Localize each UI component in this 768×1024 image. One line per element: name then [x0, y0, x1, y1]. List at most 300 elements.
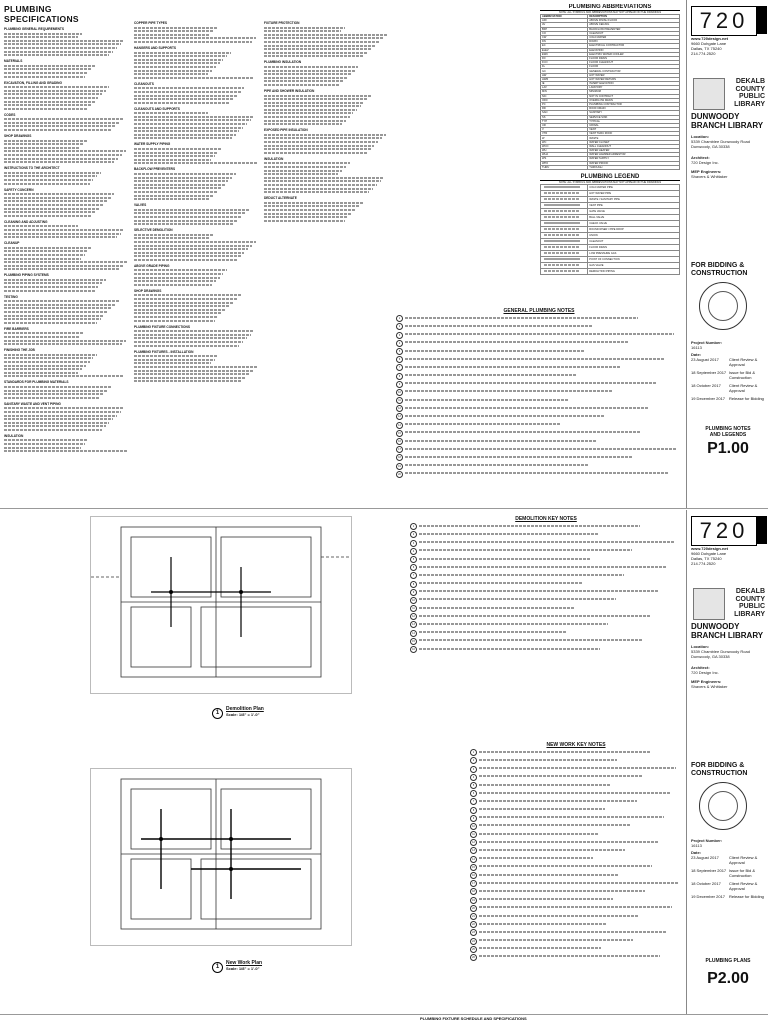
spec-section-heading: PLUMBING FIXTURES - INSTALLATION	[134, 349, 194, 354]
note-text	[405, 332, 682, 337]
note-text	[405, 323, 682, 328]
spec-section-body	[134, 173, 258, 200]
note-text	[479, 798, 682, 803]
revision-date: 18 October 2017	[691, 881, 721, 886]
note-item	[410, 556, 682, 563]
note-item	[396, 356, 682, 363]
note-number: 2	[470, 757, 477, 764]
revision-description: Client Review & Approval	[729, 855, 758, 865]
abbr-description: WATER SUPPLY	[588, 157, 680, 161]
note-number: 1	[410, 523, 417, 530]
legend-description: GAS VALVE	[588, 262, 680, 268]
note-number: 18	[470, 888, 477, 895]
abbr-code: HWR	[541, 77, 588, 81]
firm-address-1: 9660 Dohgate Lane	[691, 41, 727, 46]
note-text	[405, 438, 682, 443]
legend-symbol-icon	[541, 244, 588, 250]
note-number: 14	[470, 856, 477, 863]
title-block	[686, 510, 768, 1014]
note-item	[470, 946, 682, 953]
note-text	[479, 782, 682, 787]
note-number: 14	[410, 630, 417, 637]
bidding-line: FOR BIDDING &	[691, 762, 745, 769]
revision-date: 18 October 2017	[691, 383, 721, 388]
library-line: LIBRARY	[734, 100, 765, 108]
spec-section-body	[134, 148, 258, 164]
abbr-code: PC	[541, 102, 588, 106]
note-number: 5	[410, 556, 417, 563]
note-item	[470, 766, 682, 773]
note-number: 11	[396, 397, 403, 404]
revision-description: Release for Bidding	[729, 894, 764, 899]
spec-section-heading: PIPE AND SHOWER INSULATION	[264, 88, 315, 93]
note-text	[419, 572, 682, 577]
note-number: 26	[470, 954, 477, 961]
note-text	[419, 630, 682, 635]
abbr-description: THROUGH	[588, 165, 680, 169]
branch-line: DUNWOODY	[691, 622, 740, 631]
abbreviations-panel	[540, 4, 680, 304]
note-number: 7	[470, 798, 477, 805]
abbr-code: HW	[541, 73, 588, 77]
note-item	[396, 348, 682, 355]
abbr-description: WATER CLOSET	[588, 140, 680, 144]
revision-description: Client Review & Approval	[729, 383, 758, 393]
legend-symbol-icon	[541, 262, 588, 268]
library-name	[727, 588, 765, 618]
note-item	[410, 597, 682, 604]
location-line: Dunwoody, GA 30338	[691, 654, 730, 659]
legend-description: FLOOR DRAIN	[588, 244, 680, 250]
new-plan-caption	[226, 960, 262, 971]
demo-plan-number: 1	[212, 708, 223, 719]
note-number: 19	[396, 463, 403, 470]
note-text	[479, 913, 682, 918]
note-item	[396, 430, 682, 437]
spec-section-body	[4, 279, 128, 292]
note-number: 16	[410, 646, 417, 653]
library-line: PUBLIC	[738, 93, 765, 100]
note-item	[410, 548, 682, 555]
project-number: 16113	[691, 345, 702, 350]
abbr-description: HOT WATER RETURN	[588, 77, 680, 81]
legend-symbol-icon	[541, 214, 588, 220]
project-number: 16113	[691, 843, 702, 848]
abbr-description: URINAL	[588, 123, 680, 127]
note-item	[470, 921, 682, 928]
location-line: Dunwoody, GA 30338	[691, 144, 730, 149]
note-item	[396, 446, 682, 453]
abbr-code: FL	[541, 65, 588, 69]
note-item	[396, 389, 682, 396]
spec-section-body	[134, 269, 258, 285]
abbr-description: ELECTRICAL CONTRACTOR	[588, 44, 680, 48]
revision-row	[691, 370, 767, 380]
note-number: 7	[410, 572, 417, 579]
new-plan-title: New Work Plan	[226, 960, 263, 966]
note-number: 8	[396, 373, 403, 380]
demolition-notes-panel	[410, 516, 682, 716]
note-item	[470, 897, 682, 904]
library-logo-icon	[693, 78, 725, 110]
note-text	[419, 638, 682, 643]
note-text	[479, 815, 682, 820]
note-text	[419, 531, 682, 536]
note-number: 4	[396, 340, 403, 347]
note-text	[419, 581, 682, 586]
abbr-description: CLEANOUT	[588, 31, 680, 35]
abbr-code: AFF	[541, 19, 588, 23]
sheet-p1	[0, 0, 768, 509]
note-number: 11	[410, 605, 417, 612]
note-item	[470, 815, 682, 822]
abbr-description: WATER PROOF	[588, 161, 680, 165]
note-number: 13	[396, 413, 403, 420]
note-number: 10	[470, 823, 477, 830]
note-item	[410, 531, 682, 538]
legend-symbol-icon	[541, 202, 588, 208]
legend-description: VENT PIPE	[588, 202, 680, 208]
mep-name: Shavers & Whittaker	[691, 684, 728, 689]
spec-section-body	[134, 294, 258, 321]
spec-sections	[134, 21, 258, 382]
architect-label: Architect:	[691, 665, 710, 670]
revision-date: 23 August 2017	[691, 855, 719, 860]
note-text	[419, 589, 682, 594]
note-number: 7	[396, 364, 403, 371]
note-number: 18	[396, 454, 403, 461]
note-number: 19	[470, 897, 477, 904]
spec-section-body	[134, 112, 258, 139]
abbr-code: WS	[541, 157, 588, 161]
abbr-code: ELEV	[541, 48, 588, 52]
note-text	[419, 597, 682, 602]
abbreviations-title: PLUMBING ABBREVIATIONS	[540, 4, 680, 11]
abbr-description: NOT IN CONTRACT	[588, 94, 680, 98]
spec-section-heading: PLUMBING FIXTURE CONNECTIONS	[134, 324, 190, 329]
note-item	[396, 422, 682, 429]
abbr-description: INVERT ELEVATION	[588, 82, 680, 86]
note-text	[405, 364, 682, 369]
spec-column-1	[4, 4, 128, 504]
abbr-code: WPO	[541, 161, 588, 165]
logo-number: 720	[699, 8, 749, 33]
demolition-notes-title: DEMOLITION KEY NOTES	[515, 516, 577, 522]
note-item	[470, 807, 682, 814]
project-number-label: Project Number:	[691, 838, 723, 843]
spec-section-heading: COPPER PIPE TYPES	[134, 21, 167, 25]
sheet-title	[687, 426, 768, 438]
legend-description: GATE VALVE	[588, 208, 680, 214]
note-text	[405, 463, 682, 468]
note-item	[470, 782, 682, 789]
spec-section-heading: BACKFLOW PREVENTERS	[134, 167, 176, 172]
spec-section-heading: INSULATION	[264, 156, 284, 161]
note-item	[470, 774, 682, 781]
spec-title: PLUMBING SPECIFICATIONS	[4, 4, 79, 24]
abbreviations-table	[540, 14, 680, 170]
legend-description: WASTE / SANITARY PIPE	[588, 196, 680, 202]
spec-section-body	[4, 407, 128, 431]
note-text	[479, 921, 682, 926]
abbr-description: ABOVE CEILING	[588, 23, 680, 27]
general-notes-list	[396, 315, 682, 478]
spec-section-heading: SAFETY CONCERN	[4, 187, 34, 192]
spec-section-body	[264, 202, 388, 222]
note-number: 15	[396, 430, 403, 437]
legend-symbol-icon	[541, 238, 588, 244]
note-number: 17	[396, 446, 403, 453]
note-text	[479, 954, 682, 959]
note-number: 2	[410, 531, 417, 538]
abbr-code: CO	[541, 31, 588, 35]
sheet-title-line: PLUMBING NOTES	[705, 426, 751, 432]
spec-section-heading: WATER SUPPLY PIPING	[134, 142, 171, 147]
note-number: 12	[396, 405, 403, 412]
note-number: 12	[470, 839, 477, 846]
note-number: 23	[470, 929, 477, 936]
general-notes-title: GENERAL PLUMBING NOTES	[503, 308, 575, 314]
abbr-code: EC	[541, 44, 588, 48]
abbr-description: WALL CLEANOUT	[588, 144, 680, 148]
note-number: 24	[470, 938, 477, 945]
spec-section-body	[4, 354, 128, 378]
abbr-code: WCO	[541, 144, 588, 148]
note-text	[405, 422, 682, 427]
note-number: 4	[470, 774, 477, 781]
note-text	[419, 621, 682, 626]
abbr-code: FD	[541, 56, 588, 60]
library-line: PUBLIC	[738, 603, 765, 610]
legend-description: LOW PRESSURE GAS	[588, 250, 680, 256]
abbr-description: ABOVE FINISH FLOOR	[588, 19, 680, 23]
spec-section-body	[134, 27, 258, 43]
revision-date: 18 September 2017	[691, 868, 727, 873]
note-item	[470, 757, 682, 764]
spec-sections	[264, 21, 388, 222]
firm-address-3: 214.774.2520	[691, 561, 716, 566]
abbr-code: BFP	[541, 27, 588, 31]
abbr-description: HOT WATER	[588, 73, 680, 77]
spec-section-body	[264, 27, 388, 58]
spec-section-heading: HANGERS AND SUPPORTS	[134, 45, 177, 50]
note-number: 5	[470, 782, 477, 789]
note-item	[410, 564, 682, 571]
note-text	[419, 523, 682, 528]
note-number: 13	[470, 847, 477, 854]
abbr-code: WH	[541, 149, 588, 153]
abbr-code: OFD	[541, 98, 588, 102]
engineer-seal-icon	[699, 782, 747, 830]
revision-list	[691, 357, 767, 401]
abbr-description: GENERAL CONTRACTOR	[588, 69, 680, 73]
note-item	[470, 938, 682, 945]
note-item	[470, 790, 682, 797]
spec-section-heading: CLEANUP	[4, 241, 20, 246]
note-item	[396, 454, 682, 461]
revision-row	[691, 383, 767, 393]
note-text	[405, 454, 682, 459]
spec-section-heading: TESTING	[4, 294, 18, 299]
legend-symbol-icon	[541, 190, 588, 196]
firm-logo	[691, 6, 757, 36]
note-number: 20	[470, 905, 477, 912]
note-item	[410, 589, 682, 596]
abbr-description: OVERFLOW DRAIN	[588, 98, 680, 102]
note-text	[479, 905, 682, 910]
library-line: COUNTY	[735, 85, 765, 93]
abbr-code: WC	[541, 140, 588, 144]
note-number: 4	[410, 548, 417, 555]
abbr-code: VTR	[541, 132, 588, 136]
note-text	[479, 897, 682, 902]
note-item	[470, 847, 682, 854]
sheet-title-line: AND LEGENDS	[709, 432, 747, 438]
note-text	[479, 766, 682, 771]
demo-plan-scale: Scale: 1/8" = 1'-0"	[226, 712, 260, 717]
note-text	[479, 938, 682, 943]
spec-section-heading: CODES	[4, 112, 16, 117]
firm-contact	[691, 546, 767, 566]
note-item	[396, 471, 682, 478]
firm-logo	[691, 516, 757, 546]
spec-section-heading: STANDARDS FOR PLUMBING MATERIALS	[4, 380, 69, 385]
legend-description: ROUND RISER / PIPE DROP	[588, 226, 680, 232]
note-item	[470, 888, 682, 895]
legend-symbol-icon	[541, 250, 588, 256]
project-info	[691, 644, 767, 689]
spec-section-heading: FIRE BARRIERS	[4, 326, 29, 331]
spec-section-body	[4, 65, 128, 78]
note-item	[470, 856, 682, 863]
note-number: 6	[410, 564, 417, 571]
abbr-code: SS	[541, 115, 588, 119]
note-item	[470, 929, 682, 936]
legend-title: PLUMBING LEGEND	[540, 174, 680, 181]
note-number: 9	[410, 589, 417, 596]
date-label: Date:	[691, 850, 702, 855]
abbr-row	[541, 165, 680, 169]
general-notes-panel	[396, 308, 682, 504]
spec-column-3	[264, 18, 388, 504]
demolition-plan-drawing	[90, 516, 352, 694]
fixture-schedule-title: PLUMBING FIXTURE SCHEDULE AND SPECIFICATIONS	[420, 1016, 527, 1021]
note-item	[470, 954, 682, 961]
note-item	[470, 831, 682, 838]
abbr-code: LAV	[541, 86, 588, 90]
abbr-description: SANITARY	[588, 111, 680, 115]
note-text	[419, 613, 682, 618]
abbr-code: AV	[541, 23, 588, 27]
note-text	[419, 556, 682, 561]
legend-description: BALL VALVE	[588, 214, 680, 220]
note-text	[479, 823, 682, 828]
sheet-p3	[0, 1016, 768, 1024]
spec-section-body	[4, 386, 128, 399]
note-text	[479, 774, 682, 779]
revision-description: Client Review & Approval	[729, 357, 758, 367]
note-item	[396, 381, 682, 388]
spec-section-body	[264, 134, 388, 154]
sheet-p2	[0, 510, 768, 1015]
note-number: 2	[396, 323, 403, 330]
note-item	[410, 646, 682, 653]
spec-section-body	[4, 247, 128, 271]
legend-symbol-icon	[541, 232, 588, 238]
abbreviations-subtitle: NOTE: ALL SYMBOLS AND ABBREVIATIONS MAY NOT APPEAR ON THE DRAWINGS	[558, 11, 662, 14]
note-item	[470, 880, 682, 887]
architect-name: 720 Design Inc.	[691, 670, 719, 675]
spec-section-heading: CLEANOUTS	[134, 81, 154, 86]
legend-description: UNION	[588, 232, 680, 238]
note-item	[396, 315, 682, 322]
abbr-code: MIN	[541, 90, 588, 94]
revision-row	[691, 894, 767, 899]
abbr-description: LAVATORY	[588, 86, 680, 90]
note-text	[405, 381, 682, 386]
mep-name: Shavers & Whittaker	[691, 174, 728, 179]
spec-section-heading: CLEANOUTS AND SUPPORTS	[134, 106, 180, 111]
note-item	[396, 323, 682, 330]
abbr-code: SAN	[541, 111, 588, 115]
bidding-line: FOR BIDDING &	[691, 262, 745, 269]
note-number: 9	[470, 815, 477, 822]
revision-description: Client Review & Approval	[729, 881, 758, 891]
abbr-description: FLOOR DRAIN	[588, 56, 680, 60]
note-text	[479, 864, 682, 869]
spec-section-heading: PLUMBING INSULATION	[264, 60, 302, 65]
revision-table	[691, 340, 767, 404]
spec-section-body	[134, 355, 258, 382]
sheet-number: P1.00	[707, 440, 749, 457]
note-text	[405, 389, 682, 394]
note-text	[479, 807, 682, 812]
note-number: 1	[396, 315, 403, 322]
note-text	[405, 373, 682, 378]
new-work-notes-list	[470, 749, 682, 961]
note-number: 16	[470, 872, 477, 879]
note-item	[470, 798, 682, 805]
note-item	[396, 413, 682, 420]
note-text	[479, 946, 682, 951]
spec-section-heading: ABOVE GRADE PIPING	[134, 263, 170, 268]
legend-symbol-icon	[541, 256, 588, 262]
legend-symbol-icon	[541, 184, 588, 190]
abbr-code: CW	[541, 35, 588, 39]
note-text	[479, 757, 682, 762]
note-number: 25	[470, 946, 477, 953]
spec-section-heading: PLUMBING GENERAL REQUIREMENTS	[4, 27, 64, 31]
abbr-header: DESCRIPTION	[588, 15, 680, 19]
revision-row	[691, 396, 767, 401]
note-item	[470, 749, 682, 756]
spec-section-heading: VALVES	[134, 203, 147, 208]
note-text	[405, 340, 682, 345]
note-text	[405, 397, 682, 402]
note-text	[405, 405, 682, 410]
abbr-code: GC	[541, 69, 588, 73]
abbr-description: VENT	[588, 128, 680, 132]
note-number: 9	[396, 381, 403, 388]
bidding-line: CONSTRUCTION	[691, 770, 748, 777]
architect-label: Architect:	[691, 155, 710, 160]
spec-section-heading: EXPOSED PIPE INSULATION	[264, 128, 308, 133]
firm-address-1: 9660 Dohgate Lane	[691, 551, 727, 556]
abbr-description: SERVICE SINK	[588, 115, 680, 119]
demo-plan-caption	[226, 706, 264, 717]
note-text	[479, 847, 682, 852]
spec-section-body	[264, 66, 388, 86]
